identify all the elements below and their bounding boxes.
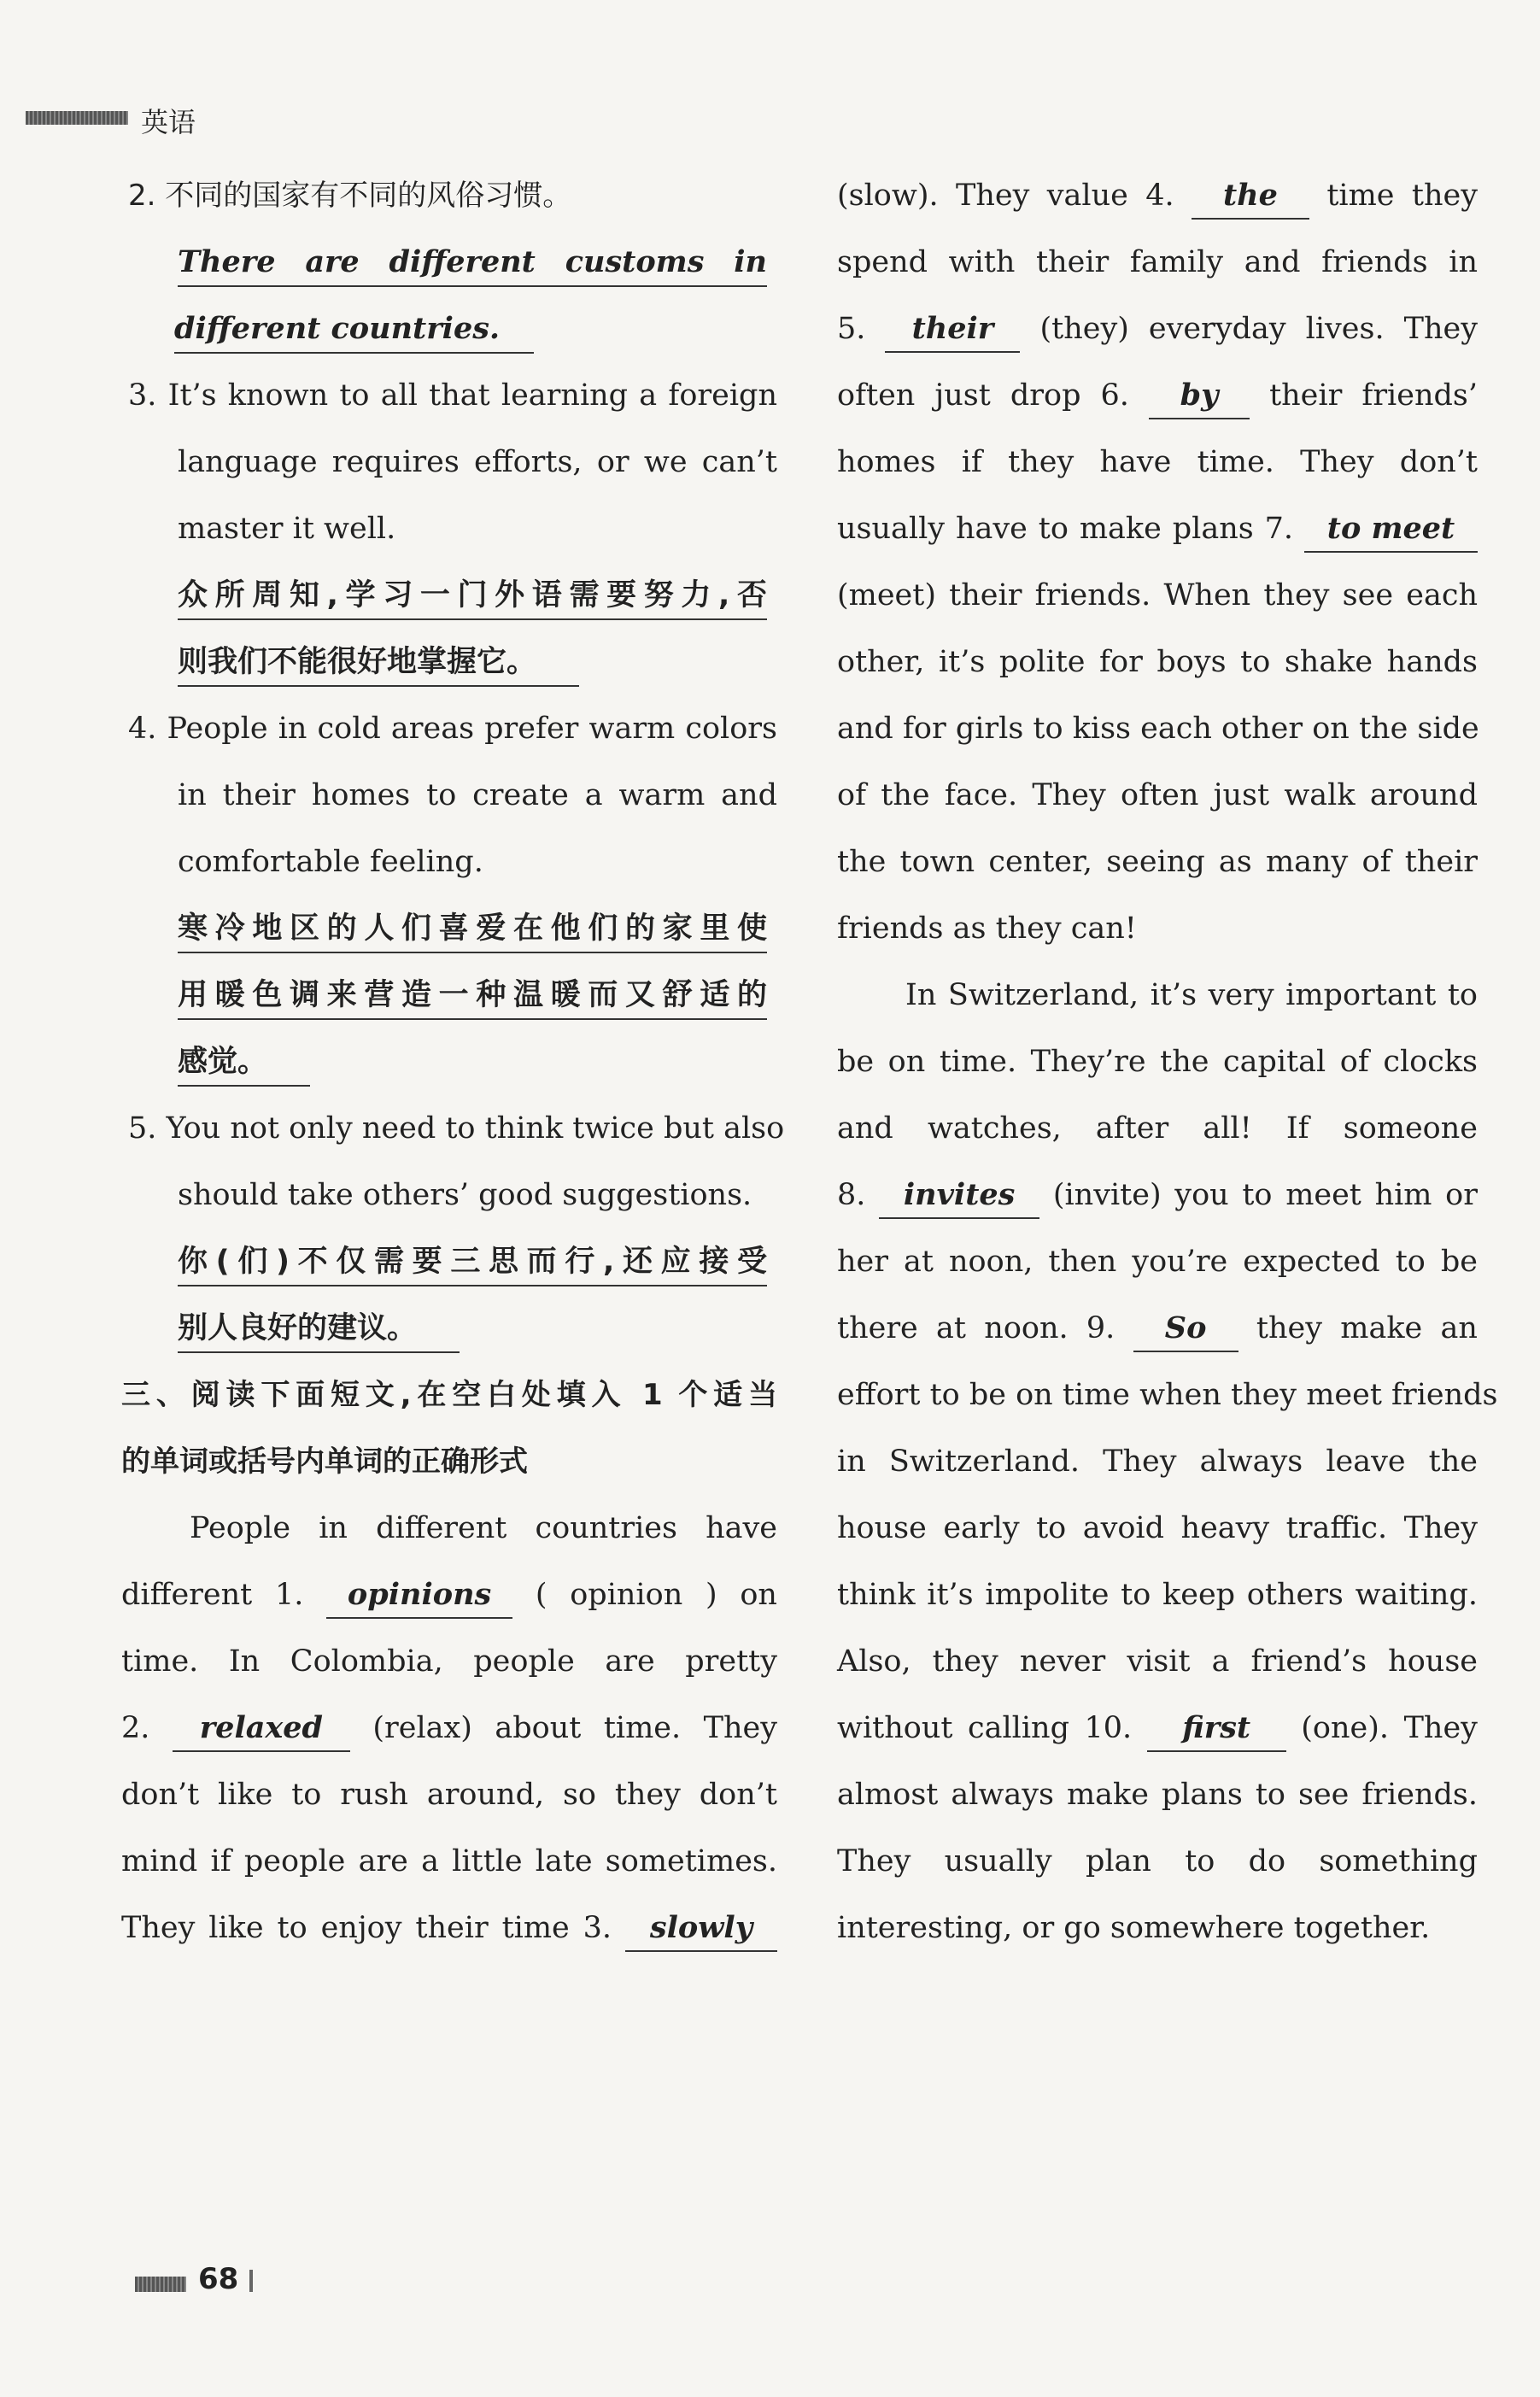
passage-right-line-7: (meet) their friends. When they see each: [837, 578, 1478, 612]
passage-right-line-23: Also, they never visit a friend’s house: [837, 1644, 1478, 1679]
question-4-line-2: in their homes to create a warm and: [178, 778, 777, 812]
passage-right-line-20: in Switzerland. They always leave the: [837, 1445, 1478, 1479]
answer-blank-2: relaxed: [173, 1706, 350, 1752]
passage-right-line-24: without calling 10. first (one). They: [837, 1695, 1478, 1761]
answer-blank-7: to meet: [1304, 507, 1478, 553]
subject-label: 英语: [141, 106, 196, 138]
right-column: [837, 162, 1498, 1961]
passage-right-line-16: 8. invites (invite) you to meet him or: [837, 1162, 1478, 1228]
passage-right-line-3: 5. their (they) everyday lives. They: [837, 296, 1478, 362]
answer-4-line-3: 感觉。: [128, 1029, 777, 1095]
passage-right-line-14: be on time. They’re the capital of clocks: [837, 1045, 1478, 1079]
passage-right-line-4: often just drop 6. by their friends’: [837, 362, 1478, 429]
passage-right-line-10: of the face. They often just walk around: [837, 778, 1478, 812]
passage-right-line-1: (slow). They value 4. the time they: [837, 162, 1478, 229]
answer-2-line-2: different countries.: [128, 296, 777, 362]
passage-right-line-17: her at noon, then you’re expected to be: [837, 1245, 1478, 1279]
passage-right-line-25: almost always make plans to see friends.: [837, 1778, 1478, 1812]
passage-line-6: mind if people are a little late sometimes.: [121, 1844, 777, 1878]
passage-right-line-21: house early to avoid heavy traffic. They: [837, 1511, 1478, 1545]
passage-line-3: time. In Colombia, people are pretty: [121, 1644, 777, 1679]
page-number: 68: [198, 2262, 239, 2296]
passage-right-line-15: and watches, after all! If someone: [837, 1111, 1478, 1146]
passage-right-line-19: effort to be on time when they meet friends: [837, 1378, 1498, 1412]
passage-right-line-13: In Switzerland, it’s very important to: [905, 978, 1478, 1012]
question-2-prompt: 不同的国家有不同的风俗习惯。: [165, 179, 572, 213]
answer-blank-10: first: [1147, 1706, 1286, 1752]
passage-line-7: They like to enjoy their time 3. slowly: [121, 1895, 777, 1961]
question-4-line-1: 4. People in cold areas prefer warm colors: [128, 712, 777, 746]
passage-right-line-26: They usually plan to do something: [837, 1844, 1478, 1878]
answer-2-line-1: There are different customs in: [128, 229, 777, 296]
section-heading-line-2: 的单词或括号内单词的正确形式: [121, 1445, 528, 1479]
answer-blank-3: slowly: [625, 1906, 777, 1952]
question-3-line-2: language requires efforts, or we can’t: [178, 445, 777, 479]
passage-right-line-12: friends as they can!: [837, 911, 1137, 946]
answer-blank-8: invites: [879, 1173, 1039, 1219]
answer-5-line-2: 别人良好的建议。: [128, 1295, 777, 1362]
passage-line-1: People in different countries have: [190, 1511, 777, 1545]
footer-decoration: [135, 2277, 186, 2292]
passage-right-line-6: usually have to make plans 7. to meet: [837, 495, 1478, 562]
passage-right-line-2: spend with their family and friends in: [837, 245, 1478, 279]
passage-right-line-22: think it’s impolite to keep others waiting.: [837, 1578, 1478, 1612]
passage-right-line-9: and for girls to kiss each other on the side: [837, 712, 1479, 746]
answer-3-line-1: 众所周知,学习一门外语需要努力,否: [128, 562, 777, 629]
answer-4-line-2: 用暖色调来营造一种温暖而又舒适的: [128, 962, 777, 1029]
answer-blank-5: their: [885, 307, 1020, 353]
left-column: [121, 162, 785, 1961]
answer-blank-1: opinions: [326, 1573, 512, 1619]
passage-right-line-27: interesting, or go somewhere together.: [837, 1911, 1431, 1945]
passage-line-5: don’t like to rush around, so they don’t: [121, 1778, 777, 1812]
answer-blank-6: by: [1149, 373, 1250, 419]
passage-right-line-5: homes if they have time. They don’t: [837, 445, 1478, 479]
section-heading-line-1: 三、阅读下面短文,在空白处填入 1 个适当: [121, 1378, 777, 1412]
question-5-line-2: should take others’ good suggestions.: [178, 1178, 752, 1212]
passage-line-4: 2. relaxed (relax) about time. They: [121, 1695, 777, 1761]
passage-line-2: different 1. opinions ( opinion ) on: [121, 1562, 777, 1628]
passage-right-line-11: the town center, seeing as many of their: [837, 845, 1478, 879]
answer-5-line-1: 你(们)不仅需要三思而行,还应接受: [128, 1228, 777, 1295]
answer-3-line-2: 则我们不能很好地掌握它。: [128, 629, 777, 695]
answer-4-line-1: 寒冷地区的人们喜爱在他们的家里使: [128, 895, 777, 962]
question-3-line-1: 3. It’s known to all that learning a foreign: [128, 378, 777, 413]
answer-blank-9: So: [1133, 1306, 1238, 1352]
header-decoration: [26, 111, 128, 125]
question-5-line-1: 5. You not only need to think twice but also: [128, 1111, 785, 1146]
footer-mark: [249, 2270, 253, 2292]
passage-right-line-18: there at noon. 9. So they make an: [837, 1295, 1478, 1362]
passage-right-line-8: other, it’s polite for boys to shake hands: [837, 645, 1478, 679]
answer-blank-4: the: [1192, 173, 1309, 220]
question-2: 2. 不同的国家有不同的风俗习惯。: [128, 179, 572, 213]
question-4-line-3: comfortable feeling.: [178, 845, 483, 879]
question-3-line-3: master it well.: [178, 512, 396, 546]
